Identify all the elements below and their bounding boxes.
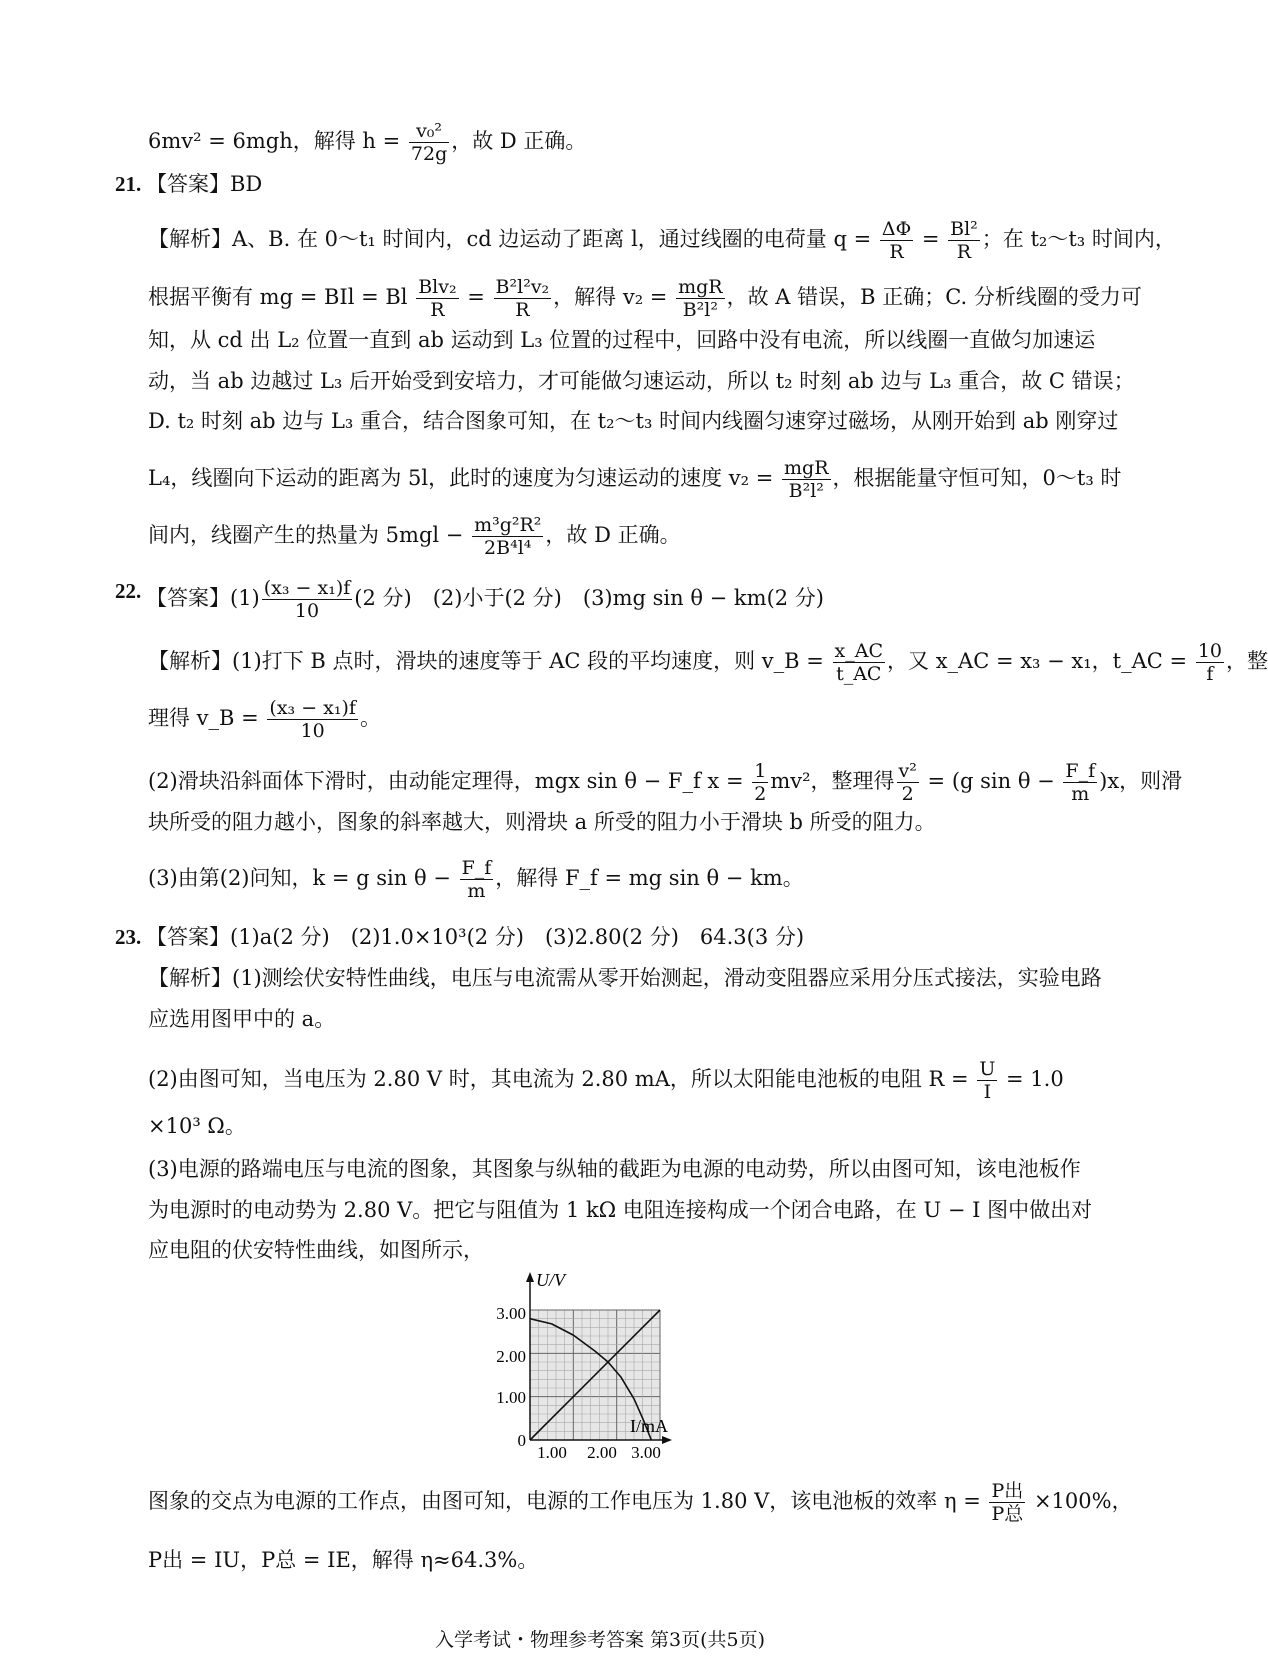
q23-line-7: 应电阻的伏安特性曲线，如图所示，: [148, 1238, 484, 1262]
q21-line-6: L₄，线圈向下运动的距离为 5l，此时的速度为匀速运动的速度 v₂ = mgR B²l² ，根据能量守恒可知，0～t₃ 时: [148, 457, 1122, 502]
q21-number: 21.: [115, 172, 142, 196]
y-axis-label: U/V: [536, 1270, 565, 1290]
q22-line-3: (2)滑块沿斜面体下滑时，由动能定理得，mgx sin θ − F_f x = $\frac{1}{2}$ mv²，整理得 $\frac{\text{v²}}{2}$ = (g sin θ − $\frac{F\_f}{m}$ )x，则滑: [148, 760, 1183, 805]
q23-line-9: P出 = IU，P总 = IE，解得 η≈64.3%。: [148, 1548, 539, 1572]
q23-number: 23.: [115, 925, 142, 949]
q21-line-5: D. t₂ 时刻 ab 边与 L₃ 重合，结合图象可知，在 t₂～t₃ 时间内线圈匀速穿过磁场，从刚开始到 ab 刚穿过: [148, 409, 1119, 433]
origin-label: 0: [517, 1431, 526, 1450]
q23-line-2: 应选用图甲中的 a。: [148, 1007, 336, 1031]
q22-line-1: 【解析】(1)打下 B 点时，滑块的速度等于 AC 段的平均速度，则 v_B = $\frac{x\_AC}{t\_AC}$ ，又 x_AC = x₃ − x₁，t_AC = $\frac{10}{f}$ ，整: [148, 640, 1268, 685]
x-axis-arrow: [662, 1436, 672, 1444]
q23-line-3: (2)由图可知，当电压为 2.80 V 时，其电流为 2.80 mA，所以太阳能电池板的电阻 R = $\frac{U}{I}$ = 1.0: [148, 1058, 1064, 1103]
q23-line-5: (3)电源的路端电压与电流的图象，其图象与纵轴的截距为电源的电动势，所以由图可知，该电池板作: [148, 1157, 1081, 1181]
x-tick-3: 3.00: [631, 1443, 661, 1462]
q21-line-1: 【解析】A、B. 在 0～t₁ 时间内，cd 边运动了距离 l，通过线圈的电荷量 q = $\frac{\Delta\Phi}{R}$ = $\frac{\text{Bl²}}{R}$ ；在 t₂～t₃ 时间内，: [148, 218, 1176, 263]
q22-line-4: 块所受的阻力越小，图象的斜率越大，则滑块 a 所受的阻力小于滑块 b 所受的阻力。: [148, 810, 936, 834]
page-footer: 入学考试・物理参考答案 第3页(共5页): [434, 1629, 766, 1651]
x-tick-1: 1.00: [537, 1443, 567, 1462]
x-tick-2: 2.00: [587, 1443, 617, 1462]
q23-line-4: ×10³ Ω。: [148, 1114, 246, 1138]
q22-line-5: (3)由第(2)问知，k = g sin θ − $\frac{F\_f}{m}$ ，解得 F_f = mg sin θ − km。: [148, 857, 804, 902]
q23-line-6: 为电源时的电动势为 2.80 V。把它与阻值为 1 kΩ 电阻连接构成一个闭合电路，在 U − I 图中做出对: [148, 1198, 1093, 1222]
y-tick-1: 1.00: [496, 1388, 526, 1407]
q21-line-7: 间内，线圈产生的热量为 5mgl − $\frac{\text{m³g²R²}}{\text{2B⁴l⁴}}$ ，故 D 正确。: [148, 514, 681, 559]
q22-number: 22.: [115, 579, 142, 603]
q23-line-8: 图象的交点为电源的工作点，由图可知，电源的工作电压为 1.80 V，该电池板的效率 η = P出 P总 ×100%，: [148, 1480, 1133, 1525]
y-tick-2: 2.00: [496, 1347, 526, 1366]
q21-line-3: 知，从 cd 出 L₂ 位置一直到 ab 运动到 L₃ 位置的过程中，回路中没有电流，所以线圈一直做匀加速运: [148, 328, 1096, 352]
u-i-graph: [480, 1270, 710, 1462]
q21-line-2: 根据平衡有 mg = BIl = Bl Blv₂ R = $\frac{\text{B²l²v₂}}{R}$ ，解得 v₂ = mgR B²l² ，故 A 错误，B 正确；C. 分析线圈的受力可: [148, 276, 1142, 321]
q22-line-2: 理得 v_B = $\frac{\text{(x₃ − x₁)f}}{10}$ 。: [148, 697, 381, 742]
y-axis-arrow: [526, 1272, 534, 1282]
x-axis-label: I/mA: [630, 1416, 668, 1436]
y-tick-3: 3.00: [496, 1304, 526, 1323]
q23-answer: 【答案】(1)a(2 分) (2)1.0×10³(2 分) (3)2.80(2 分) 64.3(3 分): [146, 925, 805, 949]
q22-answer: 【答案】(1) $\frac{\text{(x₃ − x₁)f}}{10}$ (2 分) (2)小于(2 分) (3)mg sin θ − km(2 分): [146, 577, 824, 622]
q21-line-4: 动，当 ab 边越过 L₃ 后开始受到安培力，才可能做匀速运动，所以 t₂ 时刻 ab 边与 L₃ 重合，故 C 错误；: [148, 369, 1135, 393]
q23-line-1: 【解析】(1)测绘伏安特性曲线，电压与电流需从零开始测起，滑动变阻器应采用分压式接法，实验电路: [148, 966, 1102, 990]
q20-conclusion: 6mv² = 6mgh，解得 h = $\frac{\text{v₀²}}{72g}$ ，故 D 正确。: [148, 120, 587, 165]
q21-answer: 【答案】BD: [146, 172, 263, 196]
